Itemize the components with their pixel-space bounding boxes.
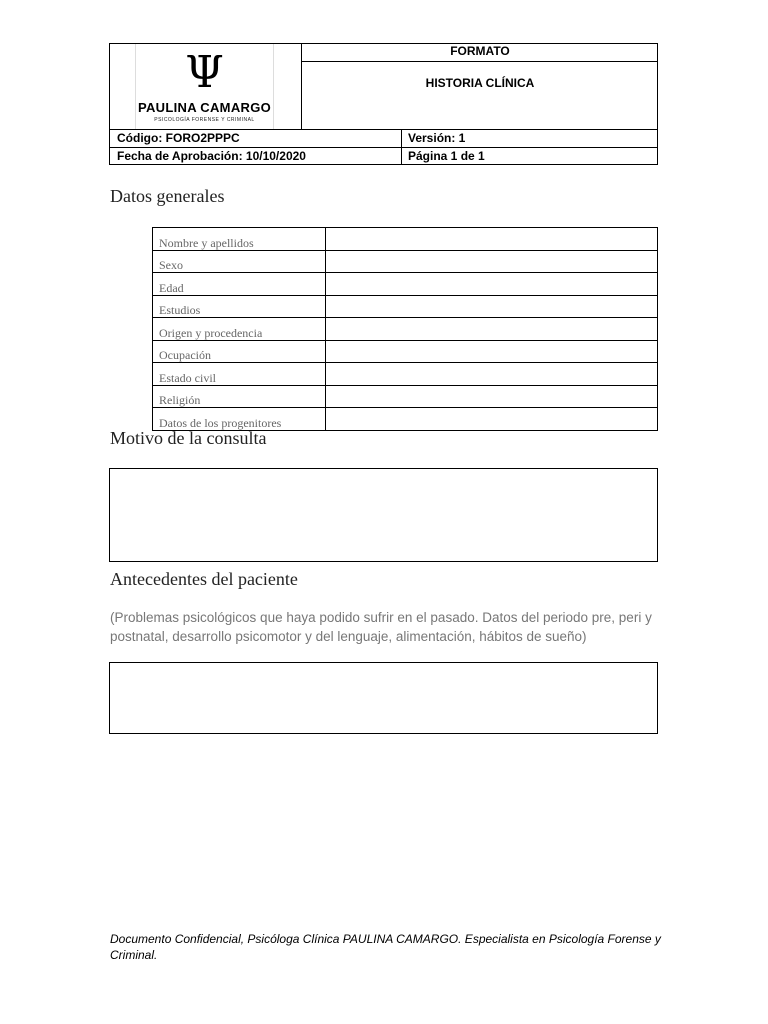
pagina-cell: Página 1 de 1 bbox=[408, 149, 485, 163]
header-row-code bbox=[109, 129, 658, 148]
row-label: Origen y procedencia bbox=[153, 318, 326, 341]
row-label: Ocupación bbox=[153, 340, 326, 363]
datos-generales-table bbox=[152, 227, 658, 431]
table-row bbox=[153, 385, 658, 408]
row-label: Edad bbox=[153, 273, 326, 296]
psi-logo-icon: Ψ bbox=[185, 47, 224, 98]
codigo-cell: Código: FORO2PPPC bbox=[109, 130, 402, 148]
row-label: Estudios bbox=[153, 295, 326, 318]
header-row-date bbox=[109, 147, 658, 165]
table-row bbox=[153, 273, 658, 296]
row-value-field[interactable] bbox=[326, 273, 658, 296]
table-row bbox=[153, 408, 658, 431]
document-title: HISTORIA CLÍNICA bbox=[301, 61, 658, 130]
table-row bbox=[153, 318, 658, 341]
row-value-field[interactable] bbox=[326, 228, 658, 251]
logo bbox=[135, 44, 274, 129]
row-value-field[interactable] bbox=[326, 318, 658, 341]
row-label: Religión bbox=[153, 385, 326, 408]
table-row bbox=[153, 363, 658, 386]
row-value-field[interactable] bbox=[326, 250, 658, 273]
antecedentes-text-box[interactable] bbox=[109, 662, 658, 734]
row-label: Nombre y apellidos bbox=[153, 228, 326, 251]
row-label: Sexo bbox=[153, 250, 326, 273]
table-row bbox=[153, 340, 658, 363]
row-value-field[interactable] bbox=[326, 408, 658, 431]
row-value-field[interactable] bbox=[326, 363, 658, 386]
section-title-motivo: Motivo de la consulta bbox=[110, 428, 267, 448]
motivo-text-box[interactable] bbox=[109, 468, 658, 562]
row-value-field[interactable] bbox=[326, 340, 658, 363]
table-row bbox=[153, 250, 658, 273]
confidential-footer: Documento Confidencial, Psicóloga Clínica PAULINA CAMARGO. Especialista en Psicología Forense y Criminal. bbox=[110, 932, 661, 962]
table-row bbox=[153, 228, 658, 251]
row-value-field[interactable] bbox=[326, 385, 658, 408]
logo-name: PAULINA CAMARGO bbox=[137, 100, 272, 115]
fecha-cell: Fecha de Aprobación: 10/10/2020 bbox=[109, 148, 402, 165]
logo-subtitle: PSICOLOGÍA FORENSE Y CRIMINAL bbox=[154, 117, 255, 123]
row-label: Estado civil bbox=[153, 363, 326, 386]
formato-label: FORMATO bbox=[301, 43, 658, 62]
version-cell: Versión: 1 bbox=[408, 131, 466, 145]
row-label: Datos de los progenitores bbox=[153, 408, 326, 431]
section-title-antecedentes: Antecedentes del paciente bbox=[110, 569, 298, 589]
row-value-field[interactable] bbox=[326, 295, 658, 318]
antecedentes-note: (Problemas psicológicos que haya podido sufrir en el pasado. Datos del periodo pre, peri y postnatal, desarrollo psicomotor y del lenguaje, alimentación, hábitos de sueño) bbox=[110, 610, 652, 644]
table-row bbox=[153, 295, 658, 318]
section-title-datos-generales: Datos generales bbox=[110, 186, 225, 206]
